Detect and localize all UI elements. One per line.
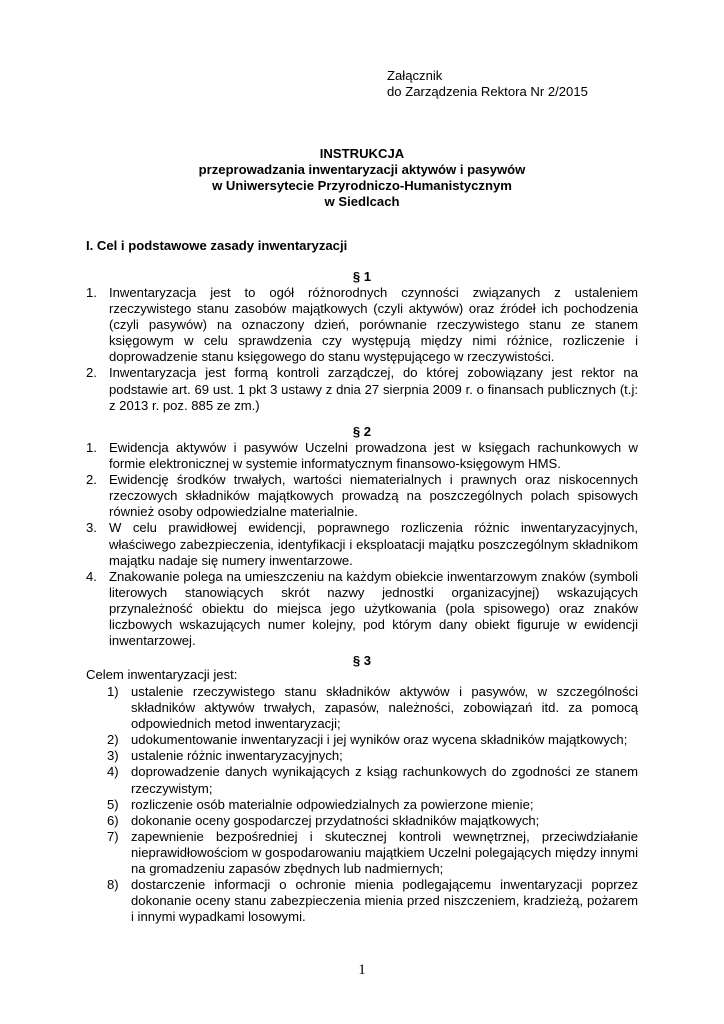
list-item-text: Ewidencję środków trwałych, wartości niematerialnych i prawnych oraz niskocennych rzeczowych składników majątkowych prowadzą na poszczególnych polach spisowych również osoby odpowiedzialne materialnie. xyxy=(109,472,638,520)
paragraph-2-list xyxy=(86,440,638,649)
list-item xyxy=(86,365,638,413)
list-item-text: Ewidencja aktywów i pasywów Uczelni prowadzona jest w księgach rachunkowych w formie elektronicznej w systemie informatycznym finansowo-księgowym HMS. xyxy=(109,440,638,472)
list-item-text: dokonanie oceny gospodarczej przydatności składników majątkowych; xyxy=(131,812,540,828)
list-item xyxy=(86,569,638,649)
list-item-text: rozliczenie osób materialnie odpowiedzialnych za powierzone mienie; xyxy=(131,796,534,812)
list-item-text: Inwentaryzacja jest to ogół różnorodnych czynności związanych z ustaleniem rzeczywistego stanu zasobów majątkowych (czyli aktywów) oraz źródeł ich pochodzenia (czyli pasywów) na oznaczony dzień, porównanie rzeczywistego stanu ze stanem księgowym w celu sprawdzenia czy występują między nimi różnice, rozliczenie i doprowadzenie stanu księgowego do stanu występującego w rzeczywistości. xyxy=(109,285,638,365)
list-item xyxy=(86,520,638,568)
list-item-text: ustalenie różnic inwentaryzacyjnych; xyxy=(131,748,343,764)
annex-label: Załącznik xyxy=(387,68,443,83)
list-item-text: udokumentowanie inwentaryzacji i jej wyników oraz wycena składników majątkowych; xyxy=(131,732,628,748)
list-item-text: doprowadzenie danych wynikających z ksiąg rachunkowych do zgodności ze stanem rzeczywistym; xyxy=(131,764,638,796)
list-item xyxy=(86,472,638,520)
list-item-number: 1) xyxy=(107,684,119,699)
list-item-text: zapewnienie bezpośredniej i skutecznej kontroli wewnętrznej, przeciwdziałanie nieprawidłowościom w gospodarowaniu majątkiem Uczelni polegających między innymi na gromadzeniu zapasów zbędnych lub nadmiernych; xyxy=(131,828,638,877)
list-item xyxy=(107,813,638,829)
list-item-number: 3) xyxy=(107,748,119,764)
list-item-text: ustalenie rzeczywistego stanu składników aktywów i pasywów, w szczególności składników aktywów trwałych, zapasów, należności, zobowiązań itd. za pomocą odpowiednich metod inwentaryzacji; xyxy=(131,684,638,732)
list-item-text: Znakowanie polega na umieszczeniu na każdym obiekcie inwentarzowym znaków (symboli literowych stanowiących skrót nazwy jednostki organizacyjnej) wskazujących przynależność obiektu do miejsca jego użytkowania (pola spisowego) oraz znaków liczbowych wskazujących numer kolejny, pod którym dany obiekt figuruje w ewidencji inwentarzowej. xyxy=(109,568,638,649)
document-title xyxy=(0,146,724,210)
list-item-number: 3. xyxy=(86,520,97,536)
paragraph-3-list xyxy=(107,684,638,925)
list-item xyxy=(107,877,638,925)
list-item-number: 2) xyxy=(107,732,119,748)
paragraph-1-label: § 1 xyxy=(352,269,372,284)
annex-header xyxy=(387,68,588,100)
annex-reference: do Zarządzenia Rektora Nr 2/2015 xyxy=(387,84,588,100)
list-item-text: Inwentaryzacja jest formą kontroli zarządczej, do której zobowiązany jest rektor na podstawie art. 69 ust. 1 pkt 3 ustawy z dnia 27 sierpnia 2009 r. o finansach publicznych (t.j: z 2013 r. poz. 885 ze zm.) xyxy=(109,365,638,413)
list-item-text: W celu prawidłowej ewidencji, poprawnego rozliczenia różnic inwentaryzacyjnych, właściwego zabezpieczenia, identyfikacji i eksploatacji majątku poszczególnym składnikom majątku nadaje się numery inwentarzowe. xyxy=(109,520,638,568)
list-item xyxy=(107,684,638,732)
paragraph-3-intro: Celem inwentaryzacji jest: xyxy=(86,667,238,682)
title-line-4: w Siedlcach xyxy=(324,194,400,210)
list-item-number: 1. xyxy=(86,285,97,300)
section-heading: I. Cel i podstawowe zasady inwentaryzacji xyxy=(86,238,348,253)
list-item-number: 8) xyxy=(107,877,119,893)
list-item-number: 2. xyxy=(86,472,97,488)
paragraph-1-list xyxy=(86,285,638,414)
list-item-number: 2. xyxy=(86,365,97,381)
title-line-1: INSTRUKCJA xyxy=(319,146,405,161)
paragraph-3-label: § 3 xyxy=(352,653,372,668)
list-item-number: 1. xyxy=(86,440,97,455)
page-number: 1 xyxy=(358,962,366,978)
list-item xyxy=(107,829,638,877)
title-line-3: w Uniwersytecie Przyrodniczo-Humanistycznym xyxy=(212,178,512,194)
list-item xyxy=(107,764,638,796)
list-item-text: dostarczenie informacji o ochronie mienia podlegającemu inwentaryzacji poprzez dokonanie oceny stanu zabezpieczenia mienia przed niszczeniem, kradzieżą, pożarem i innymi wypadkami losowymi. xyxy=(131,877,638,925)
list-item xyxy=(86,285,638,365)
list-item-number: 7) xyxy=(107,828,119,844)
title-line-2: przeprowadzania inwentaryzacji aktywów i pasywów xyxy=(198,162,526,178)
list-item xyxy=(107,797,638,813)
list-item xyxy=(107,732,638,748)
list-item-number: 5) xyxy=(107,796,119,812)
list-item-number: 4. xyxy=(86,568,97,584)
paragraph-2-label: § 2 xyxy=(352,424,372,439)
list-item-number: 4) xyxy=(107,764,119,780)
list-item xyxy=(86,440,638,472)
list-item xyxy=(107,748,638,764)
list-item-number: 6) xyxy=(107,812,119,828)
